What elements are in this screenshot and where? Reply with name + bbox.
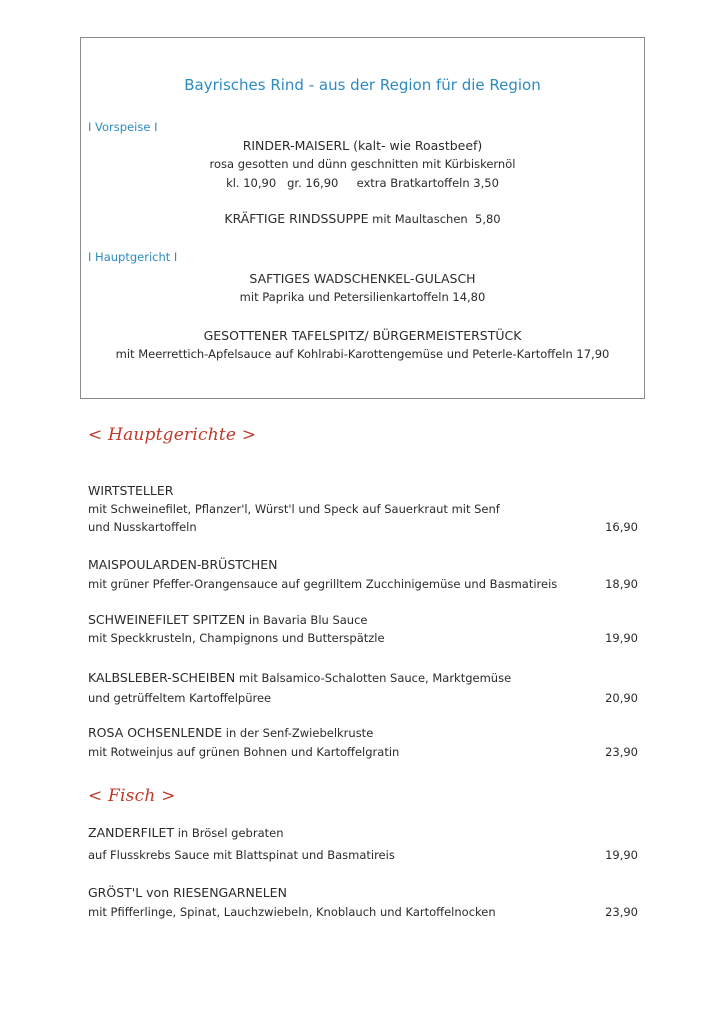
item-title <box>88 885 287 900</box>
item-name: ROSA OCHSENLENDE <box>88 725 223 740</box>
item-desc: mit Speckkrusteln, Champignons und Butterspätzle <box>88 631 385 645</box>
item-name-suffix: in Brösel gebraten <box>174 826 284 840</box>
item-name: KALBSLEBER-SCHEIBEN <box>88 670 236 685</box>
soup-name: KRÄFTIGE RINDSSUPPE <box>224 211 369 226</box>
item-name: ZANDERFILET <box>88 825 175 840</box>
item-price: 18,90 <box>605 577 638 591</box>
vorspeise-item-soup <box>81 211 644 226</box>
item-title <box>88 670 511 685</box>
vorspeise-item-desc: rosa gesotten und dünn geschnitten mit Kürbiskernöl <box>209 157 516 171</box>
item-desc: mit Rotweinjus auf grünen Bohnen und Kartoffelgratin <box>88 745 400 759</box>
vorspeise-item-name: RINDER-MAISERL (kalt- wie Roastbeef) <box>242 138 483 153</box>
hauptgerichte-heading: < Hauptgerichte > <box>88 425 257 445</box>
box-title: Bayrisches Rind - aus der Region für die Region <box>184 76 541 94</box>
item-desc: und getrüffeltem Kartoffelpüree <box>88 691 272 705</box>
item-title <box>88 483 173 498</box>
fisch-heading: < Fisch > <box>88 786 176 806</box>
item-price: 20,90 <box>605 691 638 705</box>
hauptgericht-item-name: GESOTTENER TAFELSPITZ/ BÜRGERMEISTERSTÜCK <box>203 328 522 343</box>
item-desc: mit Schweinefilet, Pflanzer'l, Würst'l und Speck auf Sauerkraut mit Senf <box>88 502 500 516</box>
hauptgericht-item-desc: mit Meerrettich-Apfelsauce auf Kohlrabi-Karottengemüse und Peterle-Kartoffeln 17,90 <box>115 347 610 361</box>
item-desc: mit Pfifferlinge, Spinat, Lauchzwiebeln, Knoblauch und Kartoffelnocken <box>88 905 496 919</box>
hauptgericht-item-desc: mit Paprika und Petersilienkartoffeln 14,80 <box>239 290 486 304</box>
item-title <box>88 825 284 840</box>
item-title <box>88 557 278 572</box>
item-price: 16,90 <box>605 520 638 534</box>
item-name: SCHWEINEFILET SPITZEN <box>88 612 246 627</box>
item-desc: auf Flusskrebs Sauce mit Blattspinat und Basmatireis <box>88 848 395 862</box>
beef-special-box <box>80 37 645 399</box>
item-price: 19,90 <box>605 848 638 862</box>
item-title <box>88 612 368 627</box>
item-name: MAISPOULARDEN-BRÜSTCHEN <box>88 557 278 572</box>
hauptgericht-item-name: SAFTIGES WADSCHENKEL-GULASCH <box>249 271 476 286</box>
item-name-suffix: in Bavaria Blu Sauce <box>245 613 368 627</box>
vorspeise-label: I Vorspeise I <box>88 120 158 134</box>
item-desc: und Nusskartoffeln <box>88 520 197 534</box>
item-price: 23,90 <box>605 745 638 759</box>
item-name-suffix: mit Balsamico-Schalotten Sauce, Marktgemüse <box>235 671 512 685</box>
item-price: 23,90 <box>605 905 638 919</box>
item-price: 19,90 <box>605 631 638 645</box>
vorspeise-item-prices: kl. 10,90 gr. 16,90 extra Bratkartoffeln 3,50 <box>226 176 499 190</box>
item-name: WIRTSTELLER <box>88 483 174 498</box>
item-desc: mit grüner Pfeffer-Orangensauce auf gegrilltem Zucchinigemüse und Basmatireis <box>88 577 558 591</box>
item-name-suffix: in der Senf-Zwiebelkruste <box>222 726 374 740</box>
item-name: GRÖST'L von RIESENGARNELEN <box>88 885 287 900</box>
item-title <box>88 725 373 740</box>
soup-suffix: mit Maultaschen 5,80 <box>368 212 501 226</box>
hauptgericht-label: I Hauptgericht I <box>88 250 178 264</box>
